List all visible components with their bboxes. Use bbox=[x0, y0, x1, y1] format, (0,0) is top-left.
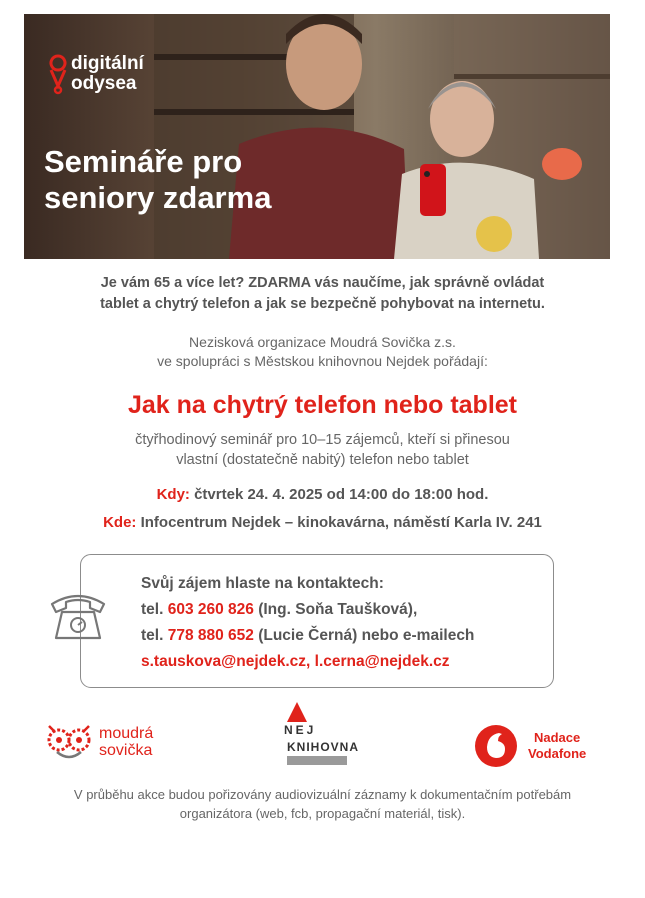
event-desc-line-2: vlastní (dostatečně nabitý) telefon nebo tablet bbox=[176, 452, 469, 468]
contact-line-1 bbox=[141, 597, 474, 623]
contact-person-2: (Lucie Černá) nebo e-mailech bbox=[253, 627, 475, 644]
hero-photo bbox=[24, 14, 610, 259]
footer-notice bbox=[0, 785, 645, 823]
footer-line-2: organizátora (web, fcb, propagační materiál, tisk). bbox=[179, 806, 466, 821]
when-label: Kdy: bbox=[156, 486, 190, 503]
nej-knihovna-logo bbox=[283, 702, 360, 772]
telephone-icon bbox=[48, 590, 108, 642]
intro-line-1: Je vám 65 a více let? ZDARMA vás naučíme, jak správně ovládat bbox=[100, 275, 545, 291]
nadace-vodafone-logo bbox=[474, 724, 586, 768]
contact-text bbox=[141, 571, 474, 675]
when-value: čtvrtek 24. 4. 2025 od 14:00 do 18:00 hod. bbox=[189, 486, 489, 503]
hero-banner bbox=[24, 14, 610, 259]
email-links[interactable]: s.tauskova@nejdek.cz, l.cerna@nejdek.cz bbox=[141, 653, 450, 670]
vodafone-speechmark-icon bbox=[474, 724, 518, 768]
phone-link-2[interactable]: 778 880 652 bbox=[167, 627, 254, 644]
knihovna-mark-icon bbox=[283, 702, 353, 772]
hero-title bbox=[44, 144, 344, 216]
phone-link-1[interactable]: 603 260 826 bbox=[167, 601, 254, 618]
tel-label: tel. bbox=[141, 601, 168, 618]
hero-title-line-2: seniory zdarma bbox=[44, 180, 272, 215]
event-description bbox=[0, 430, 645, 470]
where-label: Kde: bbox=[103, 514, 137, 531]
where-value: Infocentrum Nejdek – kinokavárna, náměstí Karla IV. 241 bbox=[136, 514, 542, 531]
intro-text bbox=[0, 273, 645, 315]
location-pin-icon bbox=[47, 52, 69, 96]
voda-line-1: Nadace bbox=[534, 730, 581, 745]
intro-line-2: tablet a chytrý telefon a jak se bezpečně pohybovat na internetu. bbox=[100, 296, 545, 312]
organizer-line-1: Nezisková organizace Moudrá Sovička z.s. bbox=[189, 334, 456, 350]
event-title: Jak na chytrý telefon nebo tablet bbox=[128, 391, 517, 419]
knihovna-text: KNIHOVNA bbox=[287, 740, 360, 754]
tel-label: tel. bbox=[141, 627, 168, 644]
event-when bbox=[0, 486, 645, 503]
contact-heading: Svůj zájem hlaste na kontaktech: bbox=[141, 575, 384, 592]
contact-line-2 bbox=[141, 623, 474, 649]
organizer-line-2: ve spolupráci s Městskou knihovnou Nejdek pořádají: bbox=[157, 353, 488, 369]
voda-line-2: Vodafone bbox=[528, 746, 587, 761]
organizer-text bbox=[0, 333, 645, 371]
nej-text: NEJ bbox=[284, 723, 317, 737]
hero-title-line-1: Semináře pro bbox=[44, 144, 243, 179]
digitalni-odysea-logo bbox=[47, 52, 144, 96]
event-desc-line-1: čtyřhodinový seminář pro 10–15 zájemců, kteří si přinesou bbox=[135, 432, 510, 448]
footer-line-1: V průběhu akce budou pořizovány audiovizuální záznamy k dokumentačním potřebám bbox=[73, 787, 572, 802]
moudra-sovicka-logo bbox=[43, 722, 153, 762]
contact-person-1: (Ing. Soňa Taušková), bbox=[253, 601, 418, 618]
owl-icon bbox=[43, 722, 95, 762]
event-where bbox=[0, 514, 645, 531]
owl-logo-line-2: sovička bbox=[99, 742, 153, 759]
brand-line-1: digitální bbox=[71, 53, 144, 74]
brand-line-2: odysea bbox=[71, 73, 137, 94]
owl-logo-line-1: moudrá bbox=[99, 725, 154, 742]
